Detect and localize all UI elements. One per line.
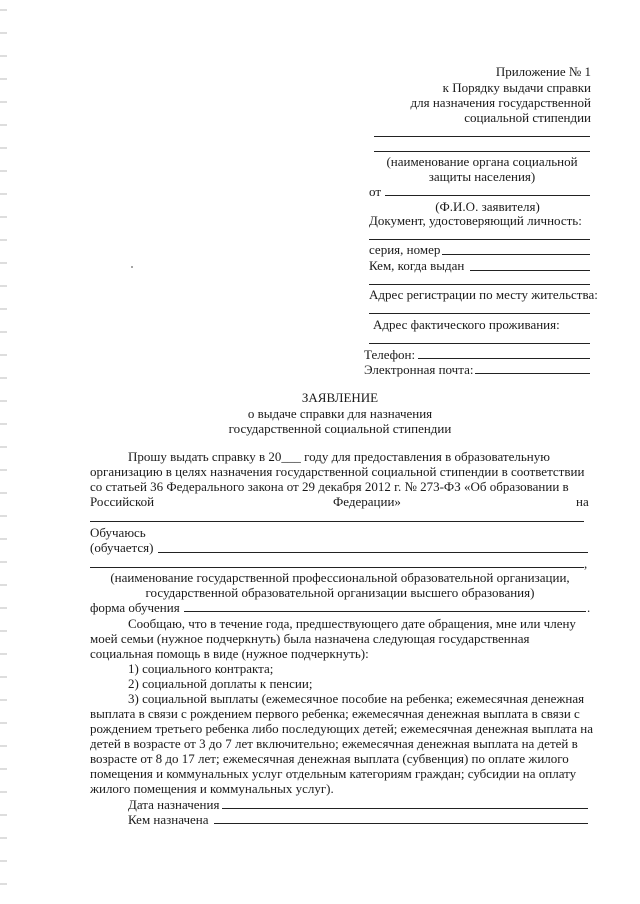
- option-social-payment-line-3[interactable]: рождением третьего ребенка либо последующих детей; ежемесячная денежная выплата на: [90, 721, 593, 736]
- from-field[interactable]: [385, 195, 590, 196]
- actual-address-field[interactable]: [369, 343, 590, 344]
- request-text-line-4c: на: [576, 494, 589, 509]
- institution-field-line-2[interactable]: [90, 567, 584, 568]
- email-label: Электронная почта:: [364, 362, 474, 377]
- series-number-field[interactable]: [442, 254, 590, 255]
- option-social-payment-line-6[interactable]: помещения и коммунальных услуг отдельным категориям граждан; субсидии на оплату: [90, 766, 577, 781]
- institution-caption-line-2: государственной образовательной организации высшего образования): [145, 585, 535, 600]
- option-social-payment-line-5[interactable]: возрасте от 8 до 17 лет; ежемесячная денежная выплата (субвенция) по оплате жилого: [90, 751, 569, 766]
- actual-address-label: Адрес фактического проживания:: [373, 317, 560, 332]
- request-text-line-3: со статьей 36 Федерального закона от 29 декабря 2012 г. № 273-ФЗ «Об образовании в: [90, 479, 569, 494]
- phone-label: Телефон:: [364, 347, 416, 362]
- request-text-line-1: Прошу выдать справку в 20___ году для предоставления в образовательную: [128, 449, 550, 464]
- assigned-by-field[interactable]: [214, 823, 588, 824]
- scan-edge: [0, 0, 7, 904]
- assigned-by-label: Кем назначена: [128, 812, 209, 827]
- email-field[interactable]: [475, 373, 590, 374]
- inform-text-line-3: социальная помощь в виде (нужное подчеркнуть):: [90, 646, 369, 661]
- series-number-label: серия, номер: [369, 242, 441, 257]
- scan-speck: [131, 266, 133, 268]
- org-caption-line-1: (наименование органа социальной: [386, 154, 578, 169]
- id-document-field[interactable]: [369, 239, 590, 240]
- institution-field-line-1[interactable]: [158, 552, 588, 553]
- study-form-period: .: [587, 600, 591, 615]
- institution-caption-line-1: (наименование государственной профессиональной образовательной организации,: [110, 570, 570, 585]
- issued-label: Кем, когда выдан: [369, 258, 465, 273]
- from-label: от: [369, 184, 382, 199]
- study-form-label: форма обучения: [90, 600, 180, 615]
- request-text-line-4b: Федерации»: [333, 494, 401, 509]
- appendix-line-3: для назначения государственной: [410, 95, 591, 110]
- option-pension-supplement[interactable]: 2) социальной доплаты к пенсии;: [128, 676, 313, 691]
- studying-label: Обучаюсь: [90, 525, 146, 540]
- document-title: ЗАЯВЛЕНИЕ: [301, 390, 379, 405]
- document-subtitle-1: о выдаче справки для назначения: [247, 406, 433, 421]
- option-social-payment-line-4[interactable]: детей в возрасте от 3 до 7 лет включительно; ежемесячная денежная выплата на детей в: [90, 736, 578, 751]
- registration-address-label: Адрес регистрации по месту жительства:: [369, 287, 598, 302]
- assignment-date-field[interactable]: [222, 808, 588, 809]
- institution-line-comma: ,: [584, 556, 588, 571]
- studying-alt-label: (обучается): [90, 540, 154, 555]
- option-social-contract[interactable]: 1) социального контракта;: [128, 661, 274, 676]
- appendix-title: Приложение № 1: [495, 64, 591, 79]
- inform-text-line-2: моей семьи (нужное подчеркнуть) была назначена следующая государственная: [90, 631, 530, 646]
- appendix-line-4: социальной стипендии: [464, 110, 591, 125]
- org-caption-line-2: защиты населения): [428, 169, 536, 184]
- fio-caption: (Ф.И.О. заявителя): [435, 199, 540, 214]
- id-document-label: Документ, удостоверяющий личность:: [369, 213, 582, 228]
- extra-field-line[interactable]: [369, 284, 590, 285]
- option-social-payment-line-7[interactable]: жилого помещения и коммунальных услуг).: [90, 781, 334, 796]
- option-social-payment-line-1[interactable]: 3) социальной выплаты (ежемесячное пособие на ребенка; ежемесячная денежная: [128, 691, 585, 706]
- assignment-date-label: Дата назначения: [128, 797, 220, 812]
- appendix-line-2: к Порядку выдачи справки: [442, 80, 591, 95]
- issued-field[interactable]: [470, 270, 590, 271]
- purpose-field[interactable]: [90, 521, 584, 522]
- study-form-field[interactable]: [184, 611, 586, 612]
- request-text-line-4a: Российской: [90, 494, 155, 509]
- registration-address-field[interactable]: [369, 313, 590, 314]
- request-text-line-2: организацию в целях назначения государственной социальной стипендии в соответствии: [90, 464, 585, 479]
- document-subtitle-2: государственной социальной стипендии: [228, 421, 452, 436]
- org-name-field-line-1[interactable]: [374, 136, 590, 137]
- phone-field[interactable]: [418, 358, 590, 359]
- org-name-field-line-2[interactable]: [374, 151, 590, 152]
- inform-text-line-1: Сообщаю, что в течение года, предшествующего дате обращения, мне или члену: [128, 616, 576, 631]
- option-social-payment-line-2[interactable]: выплата в связи с рождением первого ребенка; ежемесячная денежная выплата в связи с: [90, 706, 580, 721]
